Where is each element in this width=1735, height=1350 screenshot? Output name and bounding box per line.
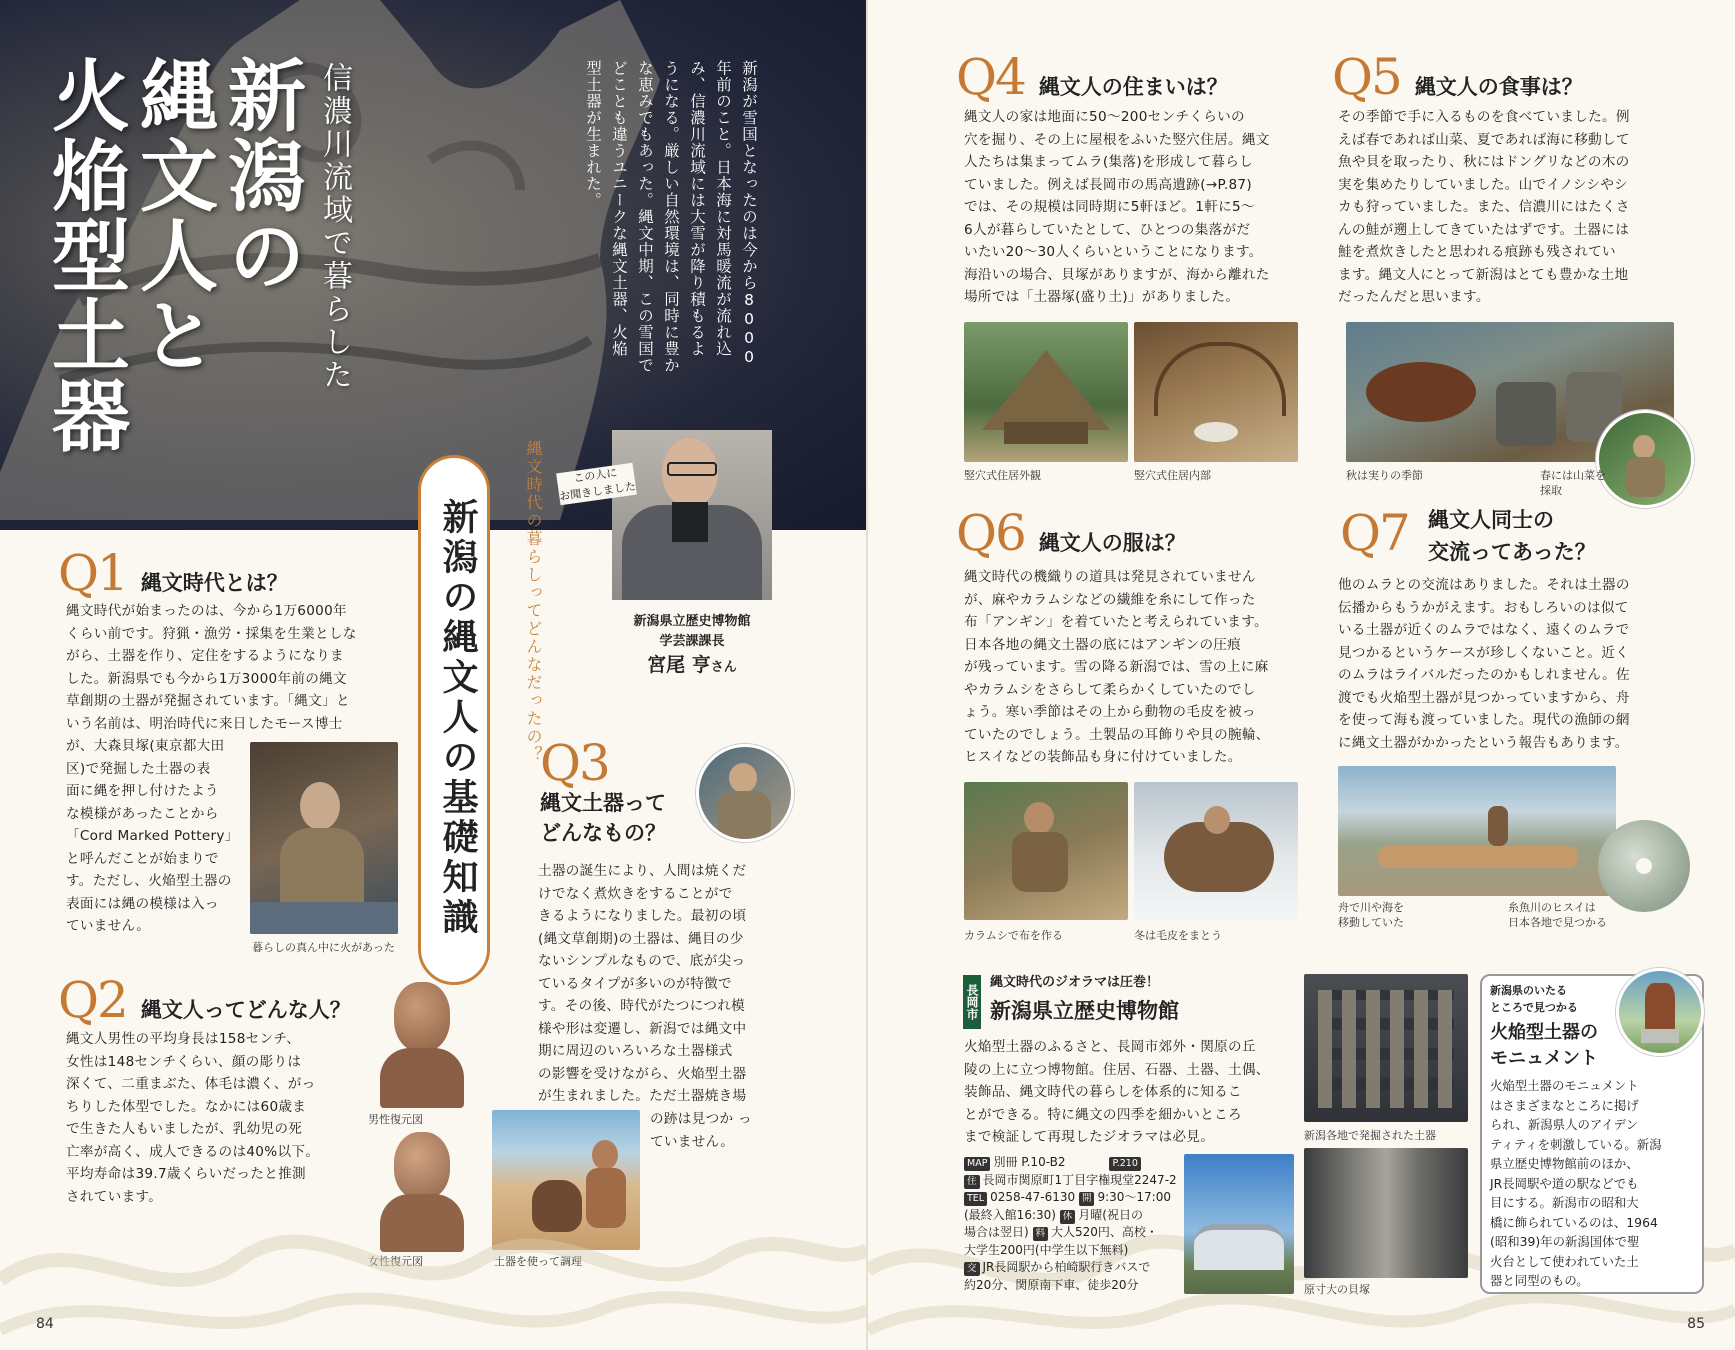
q7-caption-jade-line: 日本各地で見つかる: [1508, 916, 1607, 929]
monument-line: 目にする。新潟市の昭和大: [1490, 1195, 1639, 1210]
hero-title-line: 縄文人と: [127, 55, 218, 375]
q1-line: 面に縄を押し付けたよう: [66, 783, 219, 799]
monument-photo: [1616, 968, 1704, 1056]
basics-question: 縄文時代の暮らしってどんなだったの？: [524, 440, 543, 764]
q2-line: ちりした体型でした。なかには60歳ま: [66, 1098, 307, 1115]
q1-line: 区)で発掘した土器の表: [66, 760, 211, 777]
q2-line: で生きた人もいましたが、乳幼児の死: [66, 1121, 303, 1137]
q3-line: が生まれました。ただ土器焼き場: [538, 1088, 747, 1104]
q5-line: だったんだと思います。: [1338, 289, 1490, 305]
phone-icon: TEL: [964, 1192, 987, 1206]
q4-line: 海沿いの場合、貝塚がありますが、海から離れた: [964, 266, 1270, 283]
museum-info: [964, 1154, 1184, 1294]
q5-line: その季節で手に入るものを食べていました。例: [1338, 109, 1630, 125]
intro-line: な恵みでもあった。縄文中期、この雪国で: [636, 60, 654, 374]
q7-caption-canoe-line: 舟で川や海を: [1338, 901, 1404, 914]
museum-shellmound-photo: [1304, 1148, 1468, 1278]
q6-title: 縄文人の服は？: [1038, 530, 1186, 555]
hours-icon: 開: [1079, 1192, 1095, 1206]
q5-caption-spring-line: 採取: [1540, 484, 1562, 497]
fee-icon: 料: [1033, 1227, 1049, 1241]
q4-line: 場所では「土器塚(盛り土)」がありました。: [964, 289, 1240, 305]
museum-line: 装飾品、縄文時代の暮らしを体系的に知るこ: [964, 1084, 1242, 1100]
q5-caption-spring: [1540, 468, 1606, 498]
q2-number: Q2: [58, 971, 127, 1029]
intro-line: うになる。厳しい自然環境は、同時に豊か: [662, 60, 680, 374]
q6-line: ヒスイなどの装飾品も身に付けていました。: [964, 749, 1242, 765]
q3-title: [540, 788, 666, 848]
q7-line: いる土器が近くのムラではなく、遠くのムラで: [1338, 622, 1630, 638]
q5-line: えば春であれば山菜、夏であれば海に移動して: [1338, 131, 1630, 148]
q2-line: 縄文人男性の平均身長は158センチ、: [66, 1031, 301, 1047]
hero-title-line: 火焔型土器: [39, 55, 130, 455]
q7-number: Q7: [1340, 504, 1409, 562]
right-page: [868, 0, 1735, 1350]
museum-shellmound-caption: 原寸大の貝塚: [1304, 1283, 1370, 1296]
q7-title-line: 交流ってあった？: [1428, 539, 1596, 564]
q4-line: 6人が暮らしていたとして、ひとつの集落がだ: [964, 221, 1251, 238]
q5-photo-spring: [1596, 410, 1694, 508]
q3-body-tail: [650, 1108, 780, 1153]
q6-line: 縄文時代の機織りの道具は発見されていません: [964, 569, 1256, 585]
page-ref-badge: P.210: [1109, 1157, 1140, 1171]
q1-line: くらい前です。狩猟・漁労・採集を生業としな: [66, 625, 357, 642]
q1-line: いう名前は、明治時代に来日したモース博士: [66, 715, 343, 732]
q3-line: けでなく煮炊きをすることがで: [538, 885, 733, 902]
monument-line: 火台として使われていた土: [1490, 1253, 1639, 1269]
q4-photo-exterior: [964, 322, 1128, 462]
q2-line: 女性は148センチくらい、顔の彫りは: [66, 1053, 302, 1070]
museum-name: 新潟県立歴史博物館: [990, 998, 1179, 1023]
q3-line: (縄文草創期)の土器は、縄目の少: [538, 930, 744, 947]
expert-label-line: この人に: [572, 466, 619, 486]
q1-photo: [250, 742, 398, 934]
q3-line: ているタイプが多いのが特徴で: [538, 975, 732, 992]
q6-line: ょう。寒い季節はその上から動物の毛皮を被っ: [964, 704, 1256, 720]
q2-title: 縄文人ってどんな人？: [140, 997, 351, 1022]
q5-heading: [1332, 48, 1583, 106]
intro-line: 年前のこと。日本海に対馬暖流が流れ込: [714, 60, 732, 357]
q7-photo-canoe: [1338, 766, 1616, 896]
q7-line: に縄文土器がかかったという報告もあります。: [1338, 734, 1629, 751]
museum-map-ref: 別冊 P.10-B2: [993, 1155, 1066, 1169]
museum-line: とができる。特に縄文の四季を細かいところ: [964, 1106, 1242, 1123]
expert-org: 新潟県立歴史博物館: [633, 614, 751, 629]
q2-line: 深くて、二重まぶた、体毛は濃く、がっ: [66, 1076, 316, 1092]
museum-info-row: [964, 1242, 1184, 1260]
male-bust: [372, 982, 472, 1108]
q6-line: やカラムシをさらして柔らかくしていたのでし: [964, 681, 1256, 698]
q2-line: 亡率が高く、成人できるのは40%以下。: [66, 1143, 320, 1160]
hero-title: [40, 55, 304, 525]
jomon-pattern-decoration: [0, 1160, 867, 1350]
museum-info-row: [964, 1189, 1184, 1207]
left-page: [0, 0, 867, 1350]
q6-heading: [956, 504, 1186, 562]
museum-info-text: 0258-47-6130: [990, 1190, 1076, 1204]
q1-line: がら、土器を作り、定住をするようになりま: [66, 648, 344, 664]
q4-caption-exterior: 竪穴式住居外観: [964, 469, 1041, 482]
q4-photo-interior: [1134, 322, 1298, 462]
q6-line: が、麻やカラムシなどの繊維を糸にして作った: [964, 591, 1256, 608]
q4-line: いたい20～30人くらいということになります。: [964, 244, 1263, 260]
hero-intro: [580, 60, 762, 440]
q3-line: 土器の誕生により、人間は焼くだ: [538, 863, 747, 879]
museum-info-text: 約20分、関原南下車、徒歩20分: [964, 1277, 1139, 1292]
museum-pottery-caption: 新潟各地で発掘された土器: [1304, 1129, 1436, 1142]
q3-line: の影響を受けながら、火焔型土器: [538, 1065, 747, 1082]
museum-info-text: (最終入館16:30): [964, 1207, 1056, 1222]
q1-line: した。新潟県でも今から1万3000年前の縄文: [66, 670, 347, 687]
q6-body: [964, 566, 1304, 769]
museum-map-row: [964, 1154, 1184, 1172]
page-number-right: 85: [1687, 1316, 1705, 1332]
q6-number: Q6: [956, 504, 1025, 562]
museum-info-row: [964, 1224, 1184, 1242]
q6-caption-weaving: カラムシで布を作る: [964, 929, 1063, 942]
q3-title-line: どんなもの？: [540, 820, 666, 845]
monument-body: [1490, 1076, 1696, 1291]
intro-line: 型土器が生まれた。: [584, 60, 602, 209]
q5-line: カも狩っていました。また、信濃川にはたくさ: [1338, 199, 1630, 215]
q1-line: と呼んだことが始まりで: [66, 850, 219, 867]
q6-line: 日本各地の縄文土器の底にはアンギンの圧痕: [964, 636, 1242, 653]
q6-line: 布「アンギン」を着ていたと考えられています。: [964, 614, 1268, 630]
expert-credit: [612, 612, 772, 681]
q7-line: 他のムラとの交流はありました。それは土器の: [1338, 577, 1630, 593]
museum-line: 陵の上に立つ博物館。住居、石器、土器、土偶、: [964, 1061, 1270, 1078]
museum-body: [964, 1036, 1304, 1149]
q7-line: 伝播からもうかがえます。おもしろいのは似て: [1338, 599, 1629, 616]
q7-title-line: 縄文人同士の: [1428, 507, 1554, 532]
q1-caption: 暮らしの真ん中に火があった: [252, 941, 395, 954]
monument-line: JR長岡駅や道の駅などでも: [1490, 1175, 1639, 1191]
q7-caption-jade: [1508, 900, 1607, 930]
q1-number: Q1: [58, 544, 127, 602]
museum-lead: 縄文時代のジオラマは圧巻！: [990, 975, 1160, 990]
q5-line: んの鮭が遡上してきていたはずです。土器には: [1338, 221, 1630, 238]
intro-line: み、信濃川流域には大雪が降り積もるよ: [688, 60, 706, 357]
q7-title: [1428, 504, 1596, 568]
hero-title-line: 新潟の: [215, 55, 306, 295]
monument-title-line: 火焔型土器の: [1490, 1022, 1598, 1043]
q1-line: 縄文時代が始まったのは、今から1万6000年: [66, 603, 347, 619]
museum-info-row: [964, 1207, 1184, 1225]
page-number-left: 84: [36, 1316, 54, 1332]
expert-role: 学芸課課長: [659, 634, 725, 649]
q5-line: 鮭を煮炊きしたと思われる痕跡も残されてい: [1338, 244, 1616, 260]
male-caption: 男性復元図: [368, 1113, 423, 1126]
q5-line: 実を集めたりしていました。山でイノシシやシ: [1338, 176, 1629, 193]
q3-number-block: [540, 734, 609, 792]
q1-line: な模様があったことから: [66, 805, 219, 822]
hero-subtitle: 信濃川流域で暮らした: [317, 62, 352, 392]
q5-number: Q5: [1332, 48, 1401, 106]
q4-number: Q4: [956, 48, 1025, 106]
q1-line: す。ただし、火焔型土器の: [66, 873, 232, 889]
museum-city-tag: 長岡市: [963, 975, 981, 1029]
q6-line: ていたのでしょう。土製品の耳飾りや貝の腕輪、: [964, 726, 1270, 743]
q1-line: 表面には縄の模様は入っ: [66, 895, 219, 912]
q1-line: 「Cord Marked Pottery」: [66, 828, 239, 844]
basics-title: 新潟の縄文人の基礎知識: [437, 498, 479, 938]
q4-title: 縄文人の住まいは？: [1038, 74, 1228, 99]
female-caption: 女性復元図: [368, 1255, 423, 1268]
q3-line: 様や形は変遷し、新潟では縄文中: [538, 1020, 747, 1037]
q4-line: 穴を掘り、その上に屋根をふいた竪穴住居。縄文: [964, 131, 1270, 148]
museum-line: 火焔型土器のふるさと、長岡市郊外・関原の丘: [964, 1039, 1256, 1055]
monument-title-line: モニュメント: [1490, 1048, 1598, 1069]
q5-caption-spring-line: 春には山菜を: [1540, 469, 1606, 482]
closed-icon: 休: [1060, 1210, 1076, 1224]
museum-info-row: [964, 1259, 1184, 1277]
monument-line: (昭和39)年の新潟国体で聖: [1490, 1234, 1640, 1249]
monument-line: 橋に飾られているのは、1964: [1490, 1214, 1658, 1230]
expert-label-line: お聞きしました: [558, 479, 637, 504]
museum-info-text: 大学生200円(中学生以下無料): [964, 1242, 1129, 1257]
expert-photo: [612, 430, 772, 600]
intro-line: 新潟が雪国となったのは今から8000: [740, 60, 758, 367]
q3-line: きるようになりました。最初の頃: [538, 908, 747, 924]
map-badge: MAP: [964, 1157, 990, 1171]
q7-body: [1338, 574, 1683, 754]
q4-line: 縄文人の家は地面に50～200センチくらいの: [964, 109, 1245, 125]
q3-line: の跡は見つか っ: [650, 1111, 752, 1127]
q5-title: 縄文人の食事は？: [1414, 74, 1583, 99]
q5-caption-autumn: 秋は実りの季節: [1346, 469, 1423, 482]
q7-line: を使って海も渡っていました。現代の漁師の網: [1338, 712, 1630, 728]
q2-line: 平均寿命は39.7歳くらいだったと推測: [66, 1166, 306, 1182]
q4-heading: [956, 48, 1228, 106]
q7-caption-jade-line: 糸魚川のヒスイは: [1508, 901, 1596, 914]
monument-lead: [1490, 982, 1578, 1016]
museum-info-text: JR長岡駅から柏崎駅行きバスで: [982, 1260, 1151, 1274]
q3-caption: 土器を使って調理: [494, 1255, 582, 1268]
q1-title: 縄文時代とは？: [140, 570, 288, 595]
monument-line: 火焔型土器のモニュメント: [1490, 1078, 1639, 1093]
expert-honorific: さん: [710, 660, 737, 675]
q4-body: [964, 106, 1304, 309]
museum-info-text: 大人520円、高校・: [1051, 1225, 1158, 1239]
museum-info-text: 月曜(祝日の: [1078, 1207, 1143, 1222]
q7-heading: [1340, 504, 1409, 562]
museum-info-text: 長岡市関原町1丁目字権現堂2247-2: [982, 1172, 1177, 1187]
q1-line: 草創期の土器が発掘されています。「縄文」と: [66, 693, 350, 709]
q2-heading: [58, 971, 351, 1029]
q6-photo-weaving: [964, 782, 1128, 920]
address-icon: 住: [964, 1175, 980, 1189]
monument-line: られ、新潟県人のアイデン: [1490, 1117, 1639, 1132]
monument-lead-line: 新潟県のいたる: [1490, 984, 1567, 997]
q4-caption-interior: 竪穴式住居内部: [1134, 469, 1211, 482]
museum-building-photo: [1184, 1154, 1294, 1294]
q3-line: す。その後、時代がたつにつれ模: [538, 998, 746, 1014]
q4-line: 人たちは集まってムラ(集落)を形成して暮らし: [964, 154, 1254, 170]
q3-line: ないシンプルなもので、底が尖っ: [538, 953, 746, 969]
monument-line: ティティを刺激している。新潟: [1490, 1136, 1662, 1152]
q1-line: が、大森貝塚(東京都大田: [66, 738, 225, 754]
q4-line: では、その規模は同時期に5軒ほど。1軒に5～: [964, 199, 1255, 215]
q7-caption-canoe: [1338, 900, 1404, 930]
jade-stone: [1598, 820, 1690, 912]
q3-photo-circle: [696, 744, 794, 842]
q7-line: 渡でも火焔型土器が見つかっていますから、舟: [1338, 689, 1630, 706]
q1-heading: [58, 544, 288, 602]
expert-name: 宮尾 亨: [647, 654, 711, 676]
q7-caption-canoe-line: 移動していた: [1338, 916, 1404, 929]
q3-number: Q3: [540, 734, 609, 792]
q3-line: ていません。: [650, 1133, 735, 1150]
museum-info-text: 9:30～17:00: [1097, 1190, 1171, 1204]
intro-line: どことも違うユニークな縄文土器、火焔: [610, 60, 628, 357]
monument-title: [1490, 1020, 1598, 1072]
q7-line: 見つかるというケースが珍しくないこと。近く: [1338, 644, 1630, 661]
museum-pottery-photo: [1304, 974, 1468, 1122]
basics-band: [418, 455, 490, 985]
q3-title-line: 縄文土器って: [540, 790, 666, 815]
q5-body: [1338, 106, 1678, 309]
q6-line: が残っています。雪の降る新潟では、雪の上に麻: [964, 659, 1269, 675]
q5-line: ます。縄文人にとって新潟はとても豊かな土地: [1338, 266, 1629, 283]
monument-line: はさまざまなところに掲げ: [1490, 1097, 1639, 1113]
q3-body: [538, 860, 778, 1108]
q6-caption-fur: 冬は毛皮をまとう: [1134, 929, 1222, 942]
museum-line: まで検証して再現したジオラマは必見。: [964, 1129, 1215, 1145]
museum-info-row: [964, 1172, 1184, 1190]
monument-line: 県立歴史博物館前のほか、: [1490, 1156, 1639, 1171]
q5-line: 魚や貝を取ったり、秋にはドングリなどの木の: [1338, 154, 1630, 170]
q1-line: ていません。: [66, 918, 151, 934]
q7-line: のムラはライバルだったのかもしれません。佐: [1338, 667, 1630, 683]
monument-line: 器と同型のもの。: [1490, 1273, 1589, 1288]
q6-photo-fur: [1134, 782, 1298, 920]
museum-info-text: 場合は翌日): [964, 1225, 1029, 1239]
q3-line: 期に周辺のいろいろな土器様式: [538, 1043, 733, 1059]
monument-lead-line: ところで見つかる: [1490, 1001, 1578, 1014]
q4-line: ていました。例えば長岡市の馬高遺跡(→P.87): [964, 176, 1252, 193]
q2-line: されています。: [66, 1188, 163, 1205]
museum-info-row: [964, 1277, 1184, 1295]
access-icon: 交: [964, 1262, 980, 1276]
